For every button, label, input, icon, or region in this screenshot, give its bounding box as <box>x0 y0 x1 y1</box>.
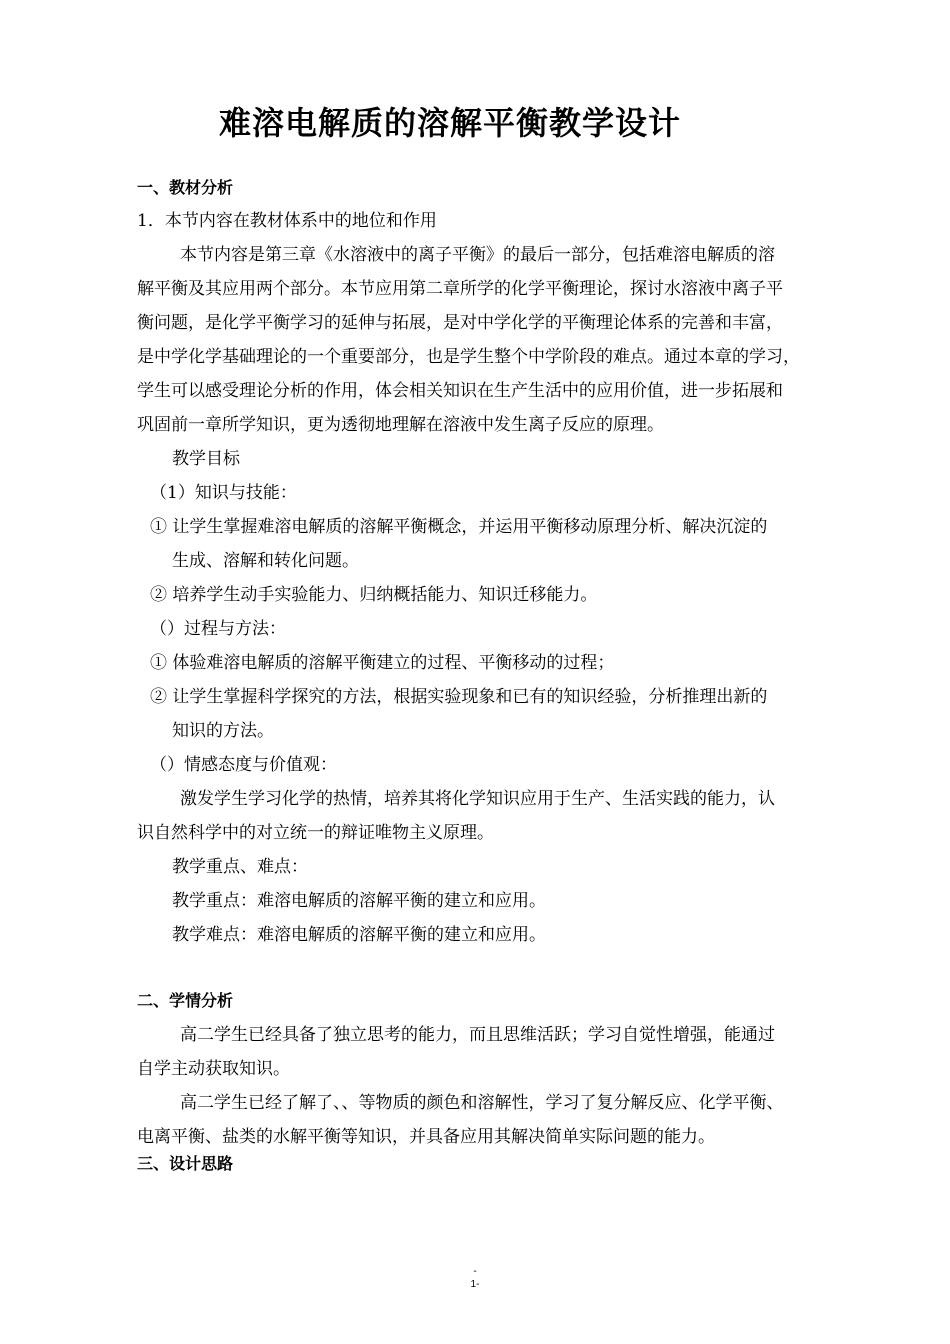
paragraph-line: 高二学生已经了解了、、等物质的颜色和溶解性，学习了复分解反应、化学平衡、 <box>180 1093 784 1113</box>
goal-item: ② 让学生掌握科学探究的方法，根据实验现象和已有的知识经验，分析推理出新的 <box>150 687 768 707</box>
key-point: 教学重点：难溶电解质的溶解平衡的建立和应用。 <box>172 891 546 911</box>
goal-item: ① 体验难溶电解质的溶解平衡建立的过程、平衡移动的过程； <box>150 653 615 673</box>
section-heading-student-analysis: 二、学情分析 <box>137 991 234 1010</box>
goal-item: ① 让学生掌握难溶电解质的溶解平衡概念，并运用平衡移动原理分析、解决沉淀的 <box>150 517 768 537</box>
process-method-title: （）过程与方法： <box>150 619 286 639</box>
paragraph-line: 衡问题，是化学平衡学习的延伸与拓展，是对中学化学的平衡理论体系的完善和丰富， <box>137 313 783 333</box>
paragraph-line: 是中学化学基础理论的一个重要部分，也是学生整个中学阶段的难点。通过本章的学习， <box>137 347 800 367</box>
section-heading-textbook-analysis: 一、教材分析 <box>137 178 234 197</box>
footer-dash: - <box>473 1266 477 1277</box>
goal-item-continued: 生成、溶解和转化问题。 <box>172 551 359 571</box>
paragraph-line: 激发学生学习化学的热情，培养其将化学知识应用于生产、生活实践的能力，认 <box>180 789 775 809</box>
paragraph-line: 本节内容是第三章《水溶液中的离子平衡》的最后一部分，包括难溶电解质的溶 <box>180 245 775 265</box>
paragraph-line: 电离平衡、盐类的水解平衡等知识，并具备应用其解决简单实际问题的能力。 <box>137 1127 715 1147</box>
knowledge-skills-title: （1）知识与技能： <box>150 483 297 503</box>
goal-item: ② 培养学生动手实验能力、归纳概括能力、知识迁移能力。 <box>150 585 598 605</box>
paragraph-line: 解平衡及其应用两个部分。本节应用第二章所学的化学平衡理论，探讨水溶液中离子平 <box>137 279 783 299</box>
document-title: 难溶电解质的溶解平衡教学设计 <box>218 104 681 142</box>
paragraph-line: 高二学生已经具备了独立思考的能力，而且思维活跃；学习自觉性增强，能通过 <box>180 1025 775 1045</box>
section-heading-design-idea: 三、设计思路 <box>137 1154 234 1173</box>
paragraph-line: 识自然科学中的对立统一的辩证唯物主义原理。 <box>137 823 494 843</box>
paragraph-line: 自学主动获取知识。 <box>137 1059 290 1079</box>
emotion-values-title: （）情感态度与价值观： <box>150 755 337 775</box>
teaching-goals-title: 教学目标 <box>172 449 240 469</box>
paragraph-line: 巩固前一章所学知识，更为透彻地理解在溶液中发生离子反应的原理。 <box>137 415 664 435</box>
subheading-position-role: 1．本节内容在教材体系中的地位和作用 <box>137 211 437 231</box>
key-difficult-title: 教学重点、难点： <box>172 857 308 877</box>
paragraph-line: 学生可以感受理论分析的作用，体会相关知识在生产生活中的应用价值，进一步拓展和 <box>137 381 783 401</box>
difficult-point: 教学难点：难溶电解质的溶解平衡的建立和应用。 <box>172 925 546 945</box>
page-number: 1- <box>470 1279 480 1290</box>
goal-item-continued: 知识的方法。 <box>172 721 274 741</box>
